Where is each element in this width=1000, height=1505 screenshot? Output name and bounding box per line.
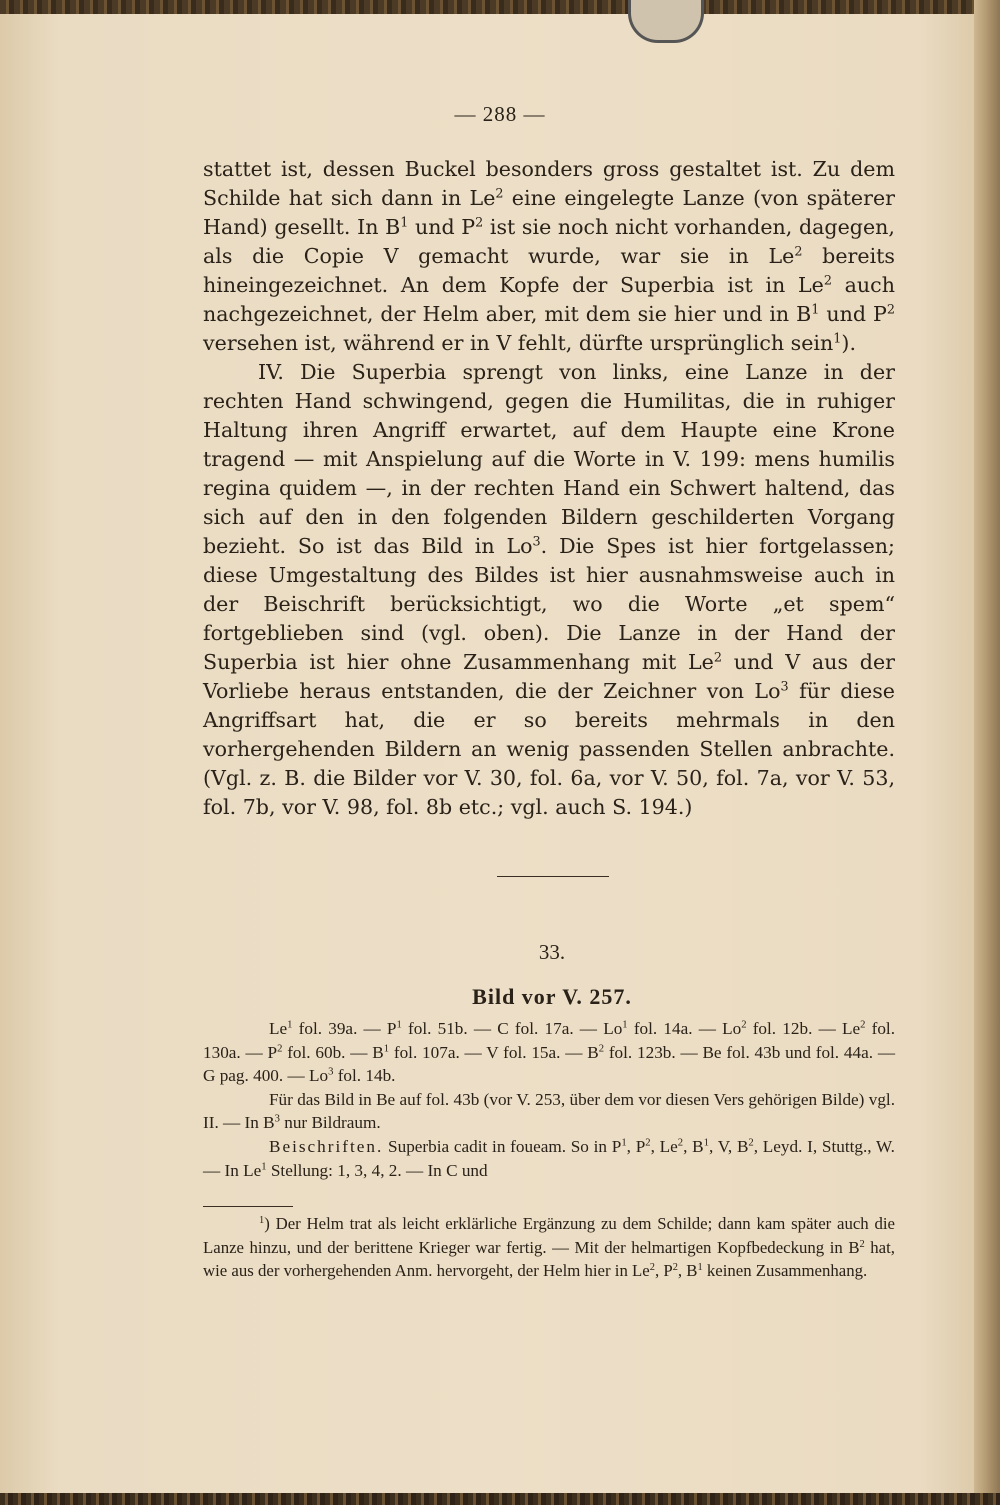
superscript: 1	[287, 1019, 293, 1031]
text-run: versehen ist, während er in V fehlt, dürfte ursprünglich sein	[203, 331, 834, 355]
text-run: bereits hineingezeichnet. An dem Kopfe der Superbia ist in Le	[203, 244, 895, 297]
superscript: 2	[823, 273, 832, 289]
superscript: 1	[400, 215, 409, 231]
paragraph-iv	[203, 358, 895, 822]
section-number: 33.	[538, 940, 566, 964]
superscript: 1	[622, 1019, 628, 1031]
text-run: , Le	[650, 1136, 678, 1156]
superscript: 2	[277, 1043, 283, 1055]
main-text	[203, 155, 895, 822]
text-run: , B	[677, 1261, 698, 1281]
superscript: 1	[697, 1261, 703, 1273]
superscript: 2	[645, 1137, 651, 1149]
footnote-marker: 1	[259, 1214, 265, 1226]
text-run: , B	[683, 1136, 704, 1156]
text-run: fol. 60b. — B	[282, 1042, 384, 1062]
text-run: ) Der Helm trat als leicht erklärliche Ergänzung zu dem Schilde; dann kam später auch die Lanze hinzu, und der berittene Krieger war fertig. — Mit der helmartigen Kopfbedeckung in B	[203, 1214, 895, 1257]
text-run: Superbia cadit in foueam. So in P	[383, 1136, 622, 1156]
superscript: 2	[886, 302, 895, 318]
footnote	[203, 1212, 895, 1283]
text-run: keinen Zusammenhang.	[702, 1261, 868, 1281]
superscript: 3	[274, 1113, 280, 1125]
text-run: und V aus der Vorliebe heraus entstanden, die der Zeichner von Lo	[203, 650, 896, 703]
text-run: fol. 130a. — P	[203, 1019, 895, 1062]
text-run: fol. 123b. — Be fol. 43b und fol. 44a. — G pag. 400. — Lo	[203, 1042, 896, 1086]
superscript: 1	[811, 302, 820, 318]
section-divider	[497, 876, 609, 877]
superscript: 2	[859, 1238, 865, 1250]
superscript: 1	[703, 1137, 709, 1149]
text-run: fol. 107a. — V fol. 15a. — B	[389, 1042, 599, 1062]
book-top-edge	[0, 0, 1000, 14]
footnote-reference: 1	[833, 331, 842, 347]
book-bottom-edge	[0, 1493, 1000, 1505]
superscript: 2	[794, 244, 803, 260]
superscript: 1	[396, 1019, 402, 1031]
text-run: . Die Spes ist hier fortgelassen; diese Umgestaltung des Bildes ist hier ausnahmsweise auch in der Beischrift berücksichtigt, wo die Worte „et spem“ fortgeblieben sind (vgl. oben). Die Lanze in der Hand der Superbia ist hier ohne Zusammenhang mit Le	[203, 534, 895, 674]
text-run: ).	[841, 331, 856, 355]
text-run: fol. 12b. — Le	[746, 1019, 861, 1038]
page-number: — 288 —	[454, 102, 546, 126]
text-run: hat, wie aus der vorhergehenden Anm. hervorgeht, der Helm hier in Le	[203, 1237, 895, 1281]
text-run: fol. 39a. — P	[292, 1019, 397, 1038]
superscript: 2	[475, 215, 484, 231]
superscript: 2	[860, 1019, 866, 1031]
text-run: , P	[654, 1261, 673, 1281]
inscriptions-label: Beischriften.	[269, 1136, 384, 1156]
superscript: 1	[383, 1043, 390, 1055]
reference-text	[203, 1017, 895, 1182]
superscript: 2	[748, 1137, 754, 1149]
text-run: stattet ist, dessen Buckel besonders gross gestaltet ist. Zu dem Schilde hat sich dann in Le	[203, 157, 895, 210]
text-run: eine eingelegte Lanze (von späterer Hand) gesellt. In B	[203, 186, 895, 239]
footnote-rule	[203, 1206, 293, 1207]
paragraph-continuation	[203, 155, 895, 358]
superscript: 2	[713, 650, 722, 666]
section-title: Bild vor V. 257.	[472, 984, 632, 1009]
text-run: fol. 51b. — C fol. 17a. — Lo	[401, 1019, 623, 1038]
text-run: , V, B	[708, 1136, 749, 1156]
superscript: 2	[598, 1043, 605, 1055]
superscript: 3	[328, 1066, 334, 1078]
superscript: 2	[677, 1137, 684, 1149]
text-run: , P	[626, 1136, 646, 1156]
text-run: auch nachgezeichnet, der Helm aber, mit dem sie hier und in B	[203, 273, 895, 326]
manuscript-references	[203, 1017, 895, 1088]
inscriptions	[203, 1135, 895, 1182]
superscript: 3	[532, 534, 541, 550]
text-run: , Leyd. I, Stuttg., W. — In Le	[203, 1136, 895, 1180]
superscript: 2	[649, 1261, 655, 1273]
superscript: 2	[495, 186, 504, 202]
superscript: 2	[672, 1261, 678, 1273]
superscript: 3	[780, 679, 789, 695]
text-run: Für das Bild in Be auf fol. 43b (vor V. 253, über dem vor diesen Vers gehörigen Bilde) vgl. II. — In B	[203, 1089, 895, 1133]
superscript: 1	[621, 1137, 627, 1149]
text-run: und P	[819, 302, 887, 326]
text-run: fol. 14b.	[333, 1066, 396, 1086]
text-run: nur Bildraum.	[279, 1113, 381, 1133]
footnote-text	[203, 1212, 895, 1283]
text-run: für diese Angriffsart hat, die er so bereits mehrmals in den vorhergehenden Bildern an wenig passenden Stellen anbrachte. (Vgl. z. B. die Bilder vor V. 30, fol. 6a, vor V. 50, fol. 7a, vor V. 53, fol. 7b, vor V. 98, fol. 8b etc.; vgl. auch S. 194.)	[203, 679, 895, 819]
text-run: ist sie noch nicht vorhanden, dagegen, als die Copie V gemacht wurde, war sie in Le	[203, 215, 895, 268]
page-right-edge	[974, 0, 1000, 1505]
superscript: 1	[261, 1161, 267, 1173]
text-run: und P	[408, 215, 476, 239]
superscript: 2	[741, 1019, 747, 1031]
text-run: Stellung: 1, 3, 4, 2. — In C und	[266, 1160, 488, 1180]
image-note	[203, 1088, 895, 1135]
text-run: IV. Die Superbia sprengt von links, eine Lanze in der rechten Hand schwingend, gegen die Humilitas, die in ruhiger Haltung ihren Angriff erwartet, auf dem Haupte eine Krone tragend — mit Anspielung auf die Worte in V. 199: mens humilis regina quidem —, in der rechten Hand ein Schwert haltend, das sich auf den in den folgenden Bildern geschilderten Vorgang bezieht. So ist das Bild in Lo	[203, 360, 895, 558]
text-run: Le	[269, 1019, 288, 1038]
text-run: fol. 14a. — Lo	[627, 1019, 742, 1038]
